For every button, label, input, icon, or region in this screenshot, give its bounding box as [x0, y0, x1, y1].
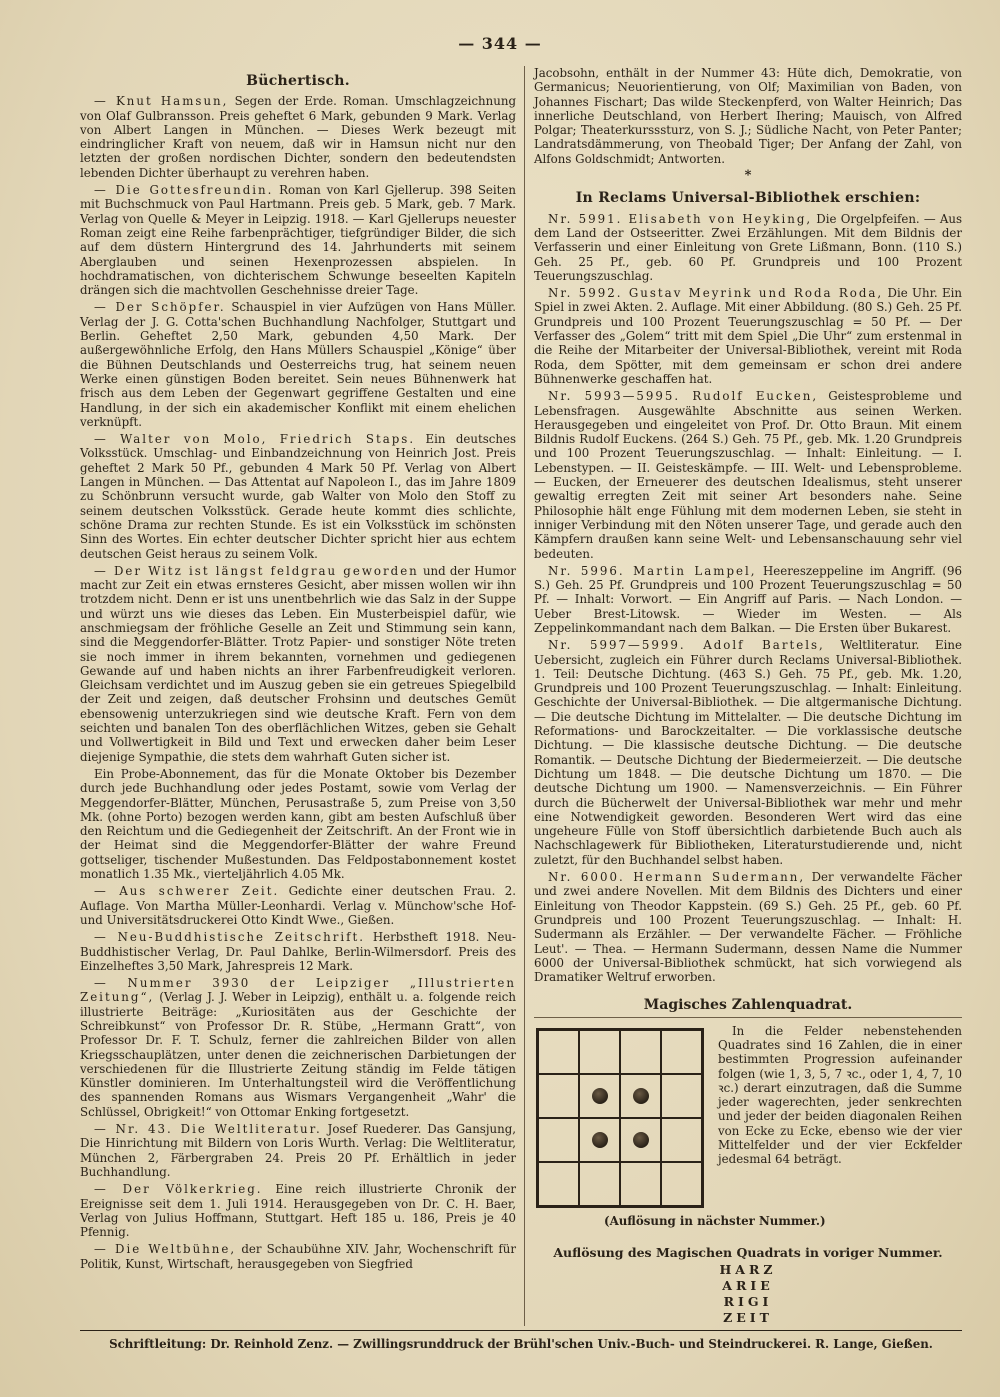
section-title-buechertisch: Büchertisch. [246, 73, 350, 89]
book-review-entry-text: Herbstheft 1918. Neu-Buddhistischer Verlag, Dr. Paul Dahlke, Berlin-Wilmersdorf. Preis des Einzelheftes 3,50 Mark, Jahrespreis 12 Mark. [80, 930, 516, 973]
magic-square-title: Magisches Zahlenquadrat. [643, 997, 853, 1014]
grid-cell [538, 1162, 579, 1206]
book-review-entry-head: — Die Weltbühne, [94, 1242, 237, 1257]
continuation-paragraph: Jacobsohn, enthält in der Nummer 43: Hüte dich, Demokratie, von Germanicus; Neuorientierung, von Olf; Maximilian von Baden, von Johannes Fischart; Das wilde Steckenpferd, von Walter Heinrich; Das innerliche Deutschland, von Herbert Ihering; Mauisch, von Alfred Polgar; Theaterkursssturz, von S. J.; Südliche Nacht, von Peter Panter; Landratsdämmerung, von Theobald Tiger; Der Anfang der Zahl, von Alfons Goldschmidt; Antworten. [534, 66, 962, 166]
center-dot-icon [633, 1132, 649, 1148]
left-column [80, 66, 516, 1274]
book-review-entry [80, 432, 516, 561]
grid-cell-center [579, 1118, 620, 1162]
book-review-entry-text: Ein Probe-Abonnement, das für die Monate Oktober bis Dezember durch jede Buchhandlung oder jedes Postamt, sowie vom Verlag der Meggendorfer-Blätter, München, Perusastraße 5, zum Preise von 3,50 Mk. (ohne Porto) bezogen werden kann, gibt am besten Aufschluß über den Reichtum und die Gediegenheit der Zeitschrift. An der Front wie in der Heimat sind die Meggendorfer-Blätter der wahre Freund gottseliger, tischender Mußestunden. Das Feldpostabonnement kostet monatlich 1.35 Mk., vierteljährlich 4.05 Mk. [80, 766, 516, 882]
book-review-entry [80, 884, 516, 927]
book-review-entry [80, 930, 516, 973]
grid-cell-center [620, 1118, 661, 1162]
book-review-entry-text: Gedichte einer deutschen Frau. 2. Auflage. Von Martha Müller-Leonhardi. Verlag v. Münchow'sche Hof- und Universitätsdruckerei Otto Kindt Wwe., Gießen. [80, 884, 516, 927]
book-review-entry [80, 183, 516, 297]
center-dot-icon [633, 1088, 649, 1104]
grid-cell [579, 1030, 620, 1074]
book-review-entry-text: Roman von Karl Gjellerup. 398 Seiten mit Buchschmuck von Paul Hartmann. Preis geb. 5 Mark, geb. 7 Mark. Verlag von Quelle & Meyer in Leipzig. 1918. — Karl Gjellerups neuester Roman zeigt eine Reihe farbenprächtiger, tiefgründiger Bilder, die sich auf dem düstern Hintergrund des 14. Jahrhunderts mit seinem Aberglauben und seinen Hexenprozessen abspielen. In hochdramatischen, von dichterischem Schwunge beseelten Kapiteln drängen sich die machtvollen Geschehnisse dreier Tage. [80, 183, 516, 298]
reclam-entry-head: Nr. 6000. Hermann Sudermann, [548, 870, 806, 885]
book-review-entry-head: — Nummer 3930 der Leipziger „Illustrierten Zeitung“, [80, 976, 516, 1005]
column-divider [524, 66, 525, 1326]
grid-cell [538, 1074, 579, 1118]
magic-square-instructions [718, 1024, 962, 1167]
grid-cell [661, 1074, 702, 1118]
book-review-entry [80, 767, 516, 881]
book-review-entry [80, 1182, 516, 1239]
book-review-entry-head: — Der Schöpfer. [94, 300, 226, 315]
book-review-entry-text: der Schaubühne XIV. Jahr, Wochenschrift für Politik, Kunst, Wirtschaft, herausgegeben von Siegfried [80, 1242, 516, 1271]
book-review-entry-text: Schauspiel in vier Aufzügen von Hans Müller. Verlag der J. G. Cotta'schen Buchhandlung Nachfolger, Stuttgart und Berlin. Geheftet 2,50 Mark, gebunden 4,50 Mark. Der außergewöhnliche Erfolg, den Hans Müllers Schauspiel „Könige“ über die Bühnen Deutschlands und Oesterreichs trug, hat seinem neuen Werke einen günstigen Boden bereitet. Sein neues Bühnenwerk hat frisch aus dem Leben der Gegenwart gegriffene Gestalten und eine Handlung, in der sich ein akademischer Konflikt mit einem ehelichen verknüpft. [80, 300, 516, 429]
reclam-entry-head: Nr. 5992. Gustav Meyrink und Roda Roda, [548, 286, 884, 301]
reclam-entry-head: Nr. 5997—5999. Adolf Bartels, [548, 638, 825, 653]
grid-cell [538, 1030, 579, 1074]
grid-cell [661, 1162, 702, 1206]
book-review-entry-head: — Neu-Buddhistische Zeitschrift. [94, 930, 366, 945]
grid-cell [661, 1030, 702, 1074]
separator-star: * [744, 168, 752, 184]
grid-cell [661, 1118, 702, 1162]
book-review-entry-head: — Nr. 43. Die Weltliteratur. [94, 1122, 322, 1137]
reclam-entry [534, 286, 962, 386]
book-review-entry [80, 564, 516, 764]
reclam-entry-text: Weltliteratur. Eine Uebersicht, zugleich ein Führer durch Reclams Universal-Bibliothek. 1. Teil: Deutsche Dichtung. (463 S.) Geh. 75 Pf., geb. Mk. 1.20, Grundpreis und 100 Prozent Teuerungszuschlag. — Inhalt: Einleitung. Geschichte der Universal-Bibliothek. — Die altgermanische Dichtung. — Die deutsche Dichtung im Mittelalter. — Die deutsche Dichtung im Reformations- und Barockzeitalter. — Die vorklassische deutsche Dichtung. — Die klassische deutsche Dichtung. — Die deutsche Romantik. — Deutsche Dichtung der Biedermeierzeit. — Die deutsche Dichtung um 1848. — Die deutsche Dichtung um 1870. — Die deutsche Dichtung um 1900. — Namensverzeichnis. — Ein Führer durch die Bücherwelt der Universal-Bibliothek war mehr und mehr eine Notwendigkeit geworden. Besonderen Wert wird das eine ungeheure Fülle von Stoff übersichtlich darbietende Buch auch als Nachschlagewerk für Bibliotheken, Literaturstudierende und, nicht zuletzt, für den Buchhandel selbst haben. [534, 638, 962, 867]
book-review-entry-head: — Die Gottesfreundin. [94, 183, 274, 198]
right-entries [534, 212, 962, 985]
magic-square-grid [536, 1028, 704, 1208]
reclam-entry [534, 870, 962, 984]
book-review-entry-text: Eine reich illustrierte Chronik der Ereignisse seit dem 1. Juli 1914. Herausgegeben von Dr. C. H. Baer, Verlag von Julius Hoffmann, Stuttgart. Heft 185 u. 186, Preis je 40 Pfennig. [80, 1182, 516, 1240]
book-review-entry-head: — Knut Hamsun, [94, 94, 229, 109]
grid-cell [579, 1162, 620, 1206]
reclam-entry-text: Geistesprobleme und Lebensfragen. Ausgewählte Abschnitte aus seinen Werken. Herausgegeben und eingeleitet von Prof. Dr. Otto Braun. Mit einem Bildnis Rudolf Euckens. (264 S.) Geh. 75 Pf., geb. Mk. 1.20 Grundpreis und 100 Prozent Teuerungszuschlag. — Inhalt: Einleitung. — I. Lebenstypen. — II. Geisteskämpfe. — III. Welt- und Lebensprobleme. — Eucken, der Erneuerer des deutschen Idealismus, steht unserer gewaltig erregten Zeit mit seiner Art besonders nahe. Seine Philosophie hält enge Fühlung mit dem modernen Leben, sie steht in inniger Verbindung mit den Nöten unserer Tage, und gerade auch den Kämpfern draußen kann seine Welt- und Lebensanschauung sehr viel bedeuten. [534, 389, 962, 561]
reclam-entry-text: Der verwandelte Fächer und zwei andere Novellen. Mit dem Bildnis des Dichters und einer Einleitung von Theodor Kappstein. (69 S.) Geh. 25 Pf., geb. 60 Pf. Grundpreis und 100 Prozent Teuerungszuschlag. — Inhalt: H. Sudermann als Erzähler. — Der verwandelte Fächer. — Fröhliche Leut'. — Thea. — Hermann Sudermann, dessen Name die Nummer 6000 der Universal-Bibliothek schmückt, hat sich vorwiegend als Dramatiker Weltruf erworben. [534, 870, 962, 985]
left-entries [80, 94, 516, 1271]
book-review-entry-text: Ein deutsches Volksstück. Umschlag- und Einbandzeichnung von Heinrich Jost. Preis geheftet 2 Mark 50 Pf., gebunden 4 Mark 50 Pf. Verlag von Albert Langen in München. — Das Attentat auf Napoleon I., das im Jahre 1809 zu Schönbrunn versucht wurde, gab Walter von Molo den Stoff zu seinem deutschen Volksstück. Gerade heute kommt dies schlichte, schöne Drama zur rechten Stunde. Es ist ein Volksstück im schönsten Sinn des Wortes. Ein echter deutscher Dichter spricht hier aus echtem deutschen Geist heraus zu seinem Volk. [80, 432, 516, 561]
solution-words [534, 1262, 962, 1326]
page-number: — 344 — [458, 34, 542, 53]
book-review-entry [80, 94, 516, 180]
section-title-reclam: In Reclams Universal-Bibliothek erschien: [575, 190, 921, 207]
center-dot-icon [592, 1132, 608, 1148]
book-review-entry-text: und der Humor macht zur Zeit ein etwas ernsteres Gesicht, aber missen wollen wir ihn trotzdem nicht. Denn er ist uns unentbehrlich wie das Salz in der Suppe und würzt uns wie dieses das Leben. Ein Musterbeispiel dafür, wie anschmiegsam der fröhliche Geselle an Zeit und Stimmung sein kann, sind die Meggendorfer-Blätter. Trotz Papier- und sonstiger Nöte treten sie noch immer in ihrem bekannten, vornehmen und gediegenen Gewande auf und haben nichts an ihrer Farbenfreudigkeit verloren. Gleichsam verdichtet und im Auszug geben sie ein getreues Spiegelbild der Zeit und zeigen, daß deutscher Frohsinn und deutsches Gemüt ebensowenig unterzukriegen sind wie deutsche Kraft. Fern von dem seichten und banalen Ton des oberflächlichen Witzes, geben sie Gehalt und Vollwertigkeit in Bild und Text und erwecken daher beim Leser diejenige Sympathie, die stets dem wahrhaft Guten sicher ist. [80, 563, 517, 764]
reclam-entry [534, 212, 962, 283]
reclam-entry [534, 638, 962, 867]
magic-square-block [534, 1024, 962, 1242]
center-dot-icon [592, 1088, 608, 1104]
reclam-entry-head: Nr. 5993—5995. Rudolf Eucken, [548, 389, 819, 404]
solution-word: ARIE [722, 1278, 774, 1293]
book-review-entry [80, 1122, 516, 1179]
book-review-entry-text: Segen der Erde. Roman. Umschlagzeichnung von Olaf Gulbransson. Preis geheftet 6 Mark, gebunden 9 Mark. Verlag von Albert Langen in München. — Dieses Werk bezeugt mit eindringlicher Kraft von neuem, daß wir in Hamsun nicht nur den letzten der großen nordischen Dichter, sondern den bedeutendsten lebenden Dichter überhaupt zu verehren haben. [80, 94, 516, 180]
grid-cell-center [620, 1074, 661, 1118]
footer-rule [80, 1330, 962, 1331]
book-review-entry-head: — Der Völkerkrieg. [94, 1182, 263, 1197]
book-review-entry-text: (Verlag J. J. Weber in Leipzig), enthält u. a. folgende reich illustrierte Beiträge: „Kuriositäten aus der Geschichte der Schreibkunst“ von Professor Dr. R. Stübe, „Hermann Gratt“, von Professor Dr. F. T. Schulz, ferner die zahlreichen Bilder von allen Kriegsschauplätzen, unter denen die zeichnerischen Darbietungen der verschiedenen für die Illustrierte Zeitung ständig im Felde tätigen Künstler dominieren. Im Unterhaltungsteil wird die Veröffentlichung des spannenden Romans aus Wismars Vergangenheit „Wahr' die Schlüssel, Obrigkeit!“ von Ottomar Enking fortgesetzt. [80, 990, 516, 1119]
grid-cell [620, 1162, 661, 1206]
solution-word: RIGI [723, 1294, 773, 1309]
book-review-entry [80, 1242, 516, 1271]
reclam-entry [534, 389, 962, 561]
book-review-entry-head: — Der Witz ist längst feldgrau geworden [94, 563, 419, 578]
footer-imprint: Schriftleitung: Dr. Reinhold Zenz. — Zwillingsrunddruck der Brühl'schen Univ.-Buch- und Steindruckerei. R. Lange, Gießen. [109, 1337, 933, 1351]
magic-square-caption: (Auflösung in nächster Nummer.) [604, 1213, 826, 1228]
solution-word: ZEIT [723, 1310, 773, 1325]
magic-square-rule [534, 1017, 962, 1018]
grid-cell-center [579, 1074, 620, 1118]
grid-cell [620, 1030, 661, 1074]
book-review-entry [80, 300, 516, 429]
book-review-entry [80, 976, 516, 1119]
solution-title: Auflösung des Magischen Quadrats in voriger Nummer. [553, 1244, 943, 1260]
reclam-entry-text: Die Orgelpfeifen. — Aus dem Land der Ostseeritter. Zwei Erzählungen. Mit dem Bildnis der Verfasserin und einer Einleitung von Grete Lißmann, Bonn. (110 S.) Geh. 25 Pf., geb. 60 Pf. Grundpreis und 100 Prozent Teuerungszuschlag. [534, 211, 962, 283]
reclam-entry-head: Nr. 5991. Elisabeth von Heyking, [548, 211, 813, 226]
solution-word: HARZ [719, 1262, 777, 1277]
reclam-entry [534, 564, 962, 635]
book-review-entry-head: — Walter von Molo, Friedrich Staps. [94, 432, 416, 447]
reclam-entry-text: Die Uhr. Ein Spiel in zwei Akten. 2. Auflage. Mit einer Abbildung. (80 S.) Geh. 25 Pf. Grundpreis und 100 Prozent Teuerungszuschlag = 50 Pf. — Der Verfasser des „Golem“ tritt mit dem Spiel „Die Uhr“ zum erstenmal in die Reihe der Mitarbeiter der Universal-Bibliothek, vereint mit Roda Roda, dem Spötter, mit dem gemeinsam er schon drei andere Bühnenwerke geschaffen hat. [534, 286, 962, 386]
reclam-entry-head: Nr. 5996. Martin Lampel, [548, 563, 757, 578]
book-review-entry-text: Josef Ruederer. Das Gansjung, Die Hinrichtung mit Bildern von Loris Wurth. Verlag: Die Weltliteratur, München 2, Färbergraben 24. Preis 20 Pf. Erhältlich in jeder Buchhandlung. [80, 1122, 516, 1179]
right-column [534, 66, 962, 1326]
book-review-entry-head: — Aus schwerer Zeit. [94, 884, 280, 899]
grid-cell [538, 1118, 579, 1162]
magic-square-text: In die Felder nebenstehenden Quadrates sind 16 Zahlen, die in einer bestimmten Progression aufeinander folgen (wie 1, 3, 5, 7 ꝛc., oder 1, 4, 7, 10 ꝛc.) derart einzutragen, daß die Summe jeder wagerechten, jeder senkrechten und jeder der beiden diagonalen Reihen von Ecke zu Ecke, ebenso wie der vier Mittelfelder und der vier Eckfelder jedesmal 64 beträgt. [718, 1023, 962, 1167]
reclam-entry-text: Heereszeppeline im Angriff. (96 S.) Geh. 25 Pf. Grundpreis und 100 Prozent Teuerungszuschlag = 50 Pf. — Inhalt: Vorwort. — Ein Angriff auf Paris. — Nach London. — Ueber Brest-Litowsk. — Wieder im Westen. — Als Zeppelinkommandant nach dem Balkan. — Die Ersten über Bukarest. [534, 563, 962, 635]
